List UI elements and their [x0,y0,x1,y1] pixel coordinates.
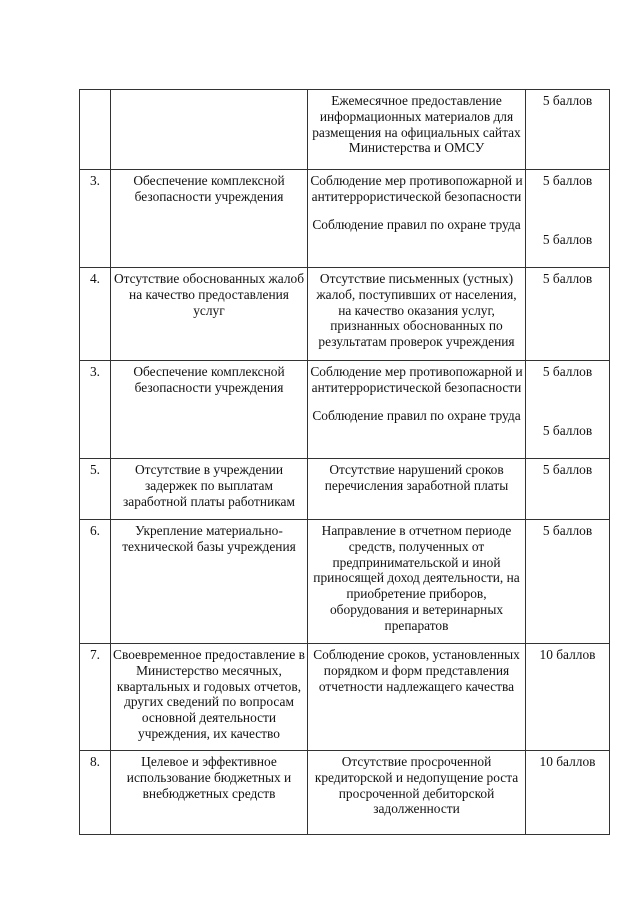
points-value: 10 баллов [539,647,596,662]
indicator-text: Отсутствие нарушений сроков перечисления заработной платы [324,462,509,493]
indicator-cell [308,170,526,268]
points-cell [526,361,610,459]
indicator-text: Отсутствие просроченной кредиторской и недопущение роста просроченной дебиторской задолженности [314,754,519,817]
indicator-text: Направление в отчетном периоде средств, полученных от предпринимательской и иной приносящей доход деятельности, на приобретение приборов, оборудования и ветеринарных препаратов [313,523,520,633]
indicator-cell [308,751,526,835]
table-row [80,268,610,361]
indicator-cell [308,520,526,644]
criterion-cell: Своевременное предоставление в Министерство месячных, квартальных и годовых отчетов, других сведений по вопросам основной деятельности учреждения, их качество [111,644,308,751]
criterion-cell: Отсутствие в учреждении задержек по выплатам заработной платы работникам [111,459,308,520]
points-value: 5 баллов [542,271,593,286]
table-row [80,644,610,751]
indicator-cell [308,361,526,459]
points-value: 5 баллов [542,422,593,438]
points-cell [526,268,610,361]
criterion-cell: Обеспечение комплексной безопасности учреждения [111,170,308,268]
points-cell [526,90,610,170]
points-value: 5 баллов [542,231,593,247]
criterion-cell: Целевое и эффективное использование бюджетных и внебюджетных средств [111,751,308,835]
indicator-text: Соблюдение мер противопожарной и антитеррористической безопасности [310,173,523,204]
criteria-table [79,89,610,835]
row-number: 5. [80,459,111,520]
indicator-text: Ежемесячное предоставление информационных материалов для размещения на официальных сайтах Министерства и ОМСУ [312,93,521,156]
row-number: 4. [80,268,111,361]
points-cell [526,459,610,520]
row-number: 3. [80,170,111,268]
table-row [80,170,610,268]
criterion-cell [111,90,308,170]
criterion-cell: Отсутствие обоснованных жалоб на качество предоставления услуг [111,268,308,361]
indicator-text: Отсутствие письменных (устных) жалоб, поступивших от населения, на качество оказания услуг, признанных обоснованных по результатам проверок учреждения [316,271,517,350]
indicator-text: Соблюдение мер противопожарной и антитеррористической безопасности [310,364,523,395]
row-number [80,90,111,170]
table-row [80,751,610,835]
criterion-cell: Укрепление материально-технической базы учреждения [111,520,308,644]
points-cell [526,520,610,644]
points-value: 5 баллов [542,364,593,379]
table-row [80,361,610,459]
indicator-cell [308,459,526,520]
row-number: 6. [80,520,111,644]
indicator-cell [308,644,526,751]
points-cell [526,644,610,751]
indicator-text: Соблюдение правил по охране труда [312,407,521,423]
table-row [80,459,610,520]
criterion-cell: Обеспечение комплексной безопасности учреждения [111,361,308,459]
table-row [80,90,610,170]
indicator-cell [308,90,526,170]
points-value: 5 баллов [542,523,593,538]
points-cell [526,751,610,835]
indicator-cell [308,268,526,361]
indicator-text: Соблюдение правил по охране труда [312,216,521,232]
row-number: 3. [80,361,111,459]
indicator-text: Соблюдение сроков, установленных порядком и форм представления отчетности надлежащего качества [313,647,520,694]
points-value: 5 баллов [542,93,593,108]
points-value: 5 баллов [542,462,593,477]
row-number: 8. [80,751,111,835]
points-value: 5 баллов [542,173,593,188]
row-number: 7. [80,644,111,751]
points-value: 10 баллов [539,754,596,769]
points-cell [526,170,610,268]
table-row [80,520,610,644]
